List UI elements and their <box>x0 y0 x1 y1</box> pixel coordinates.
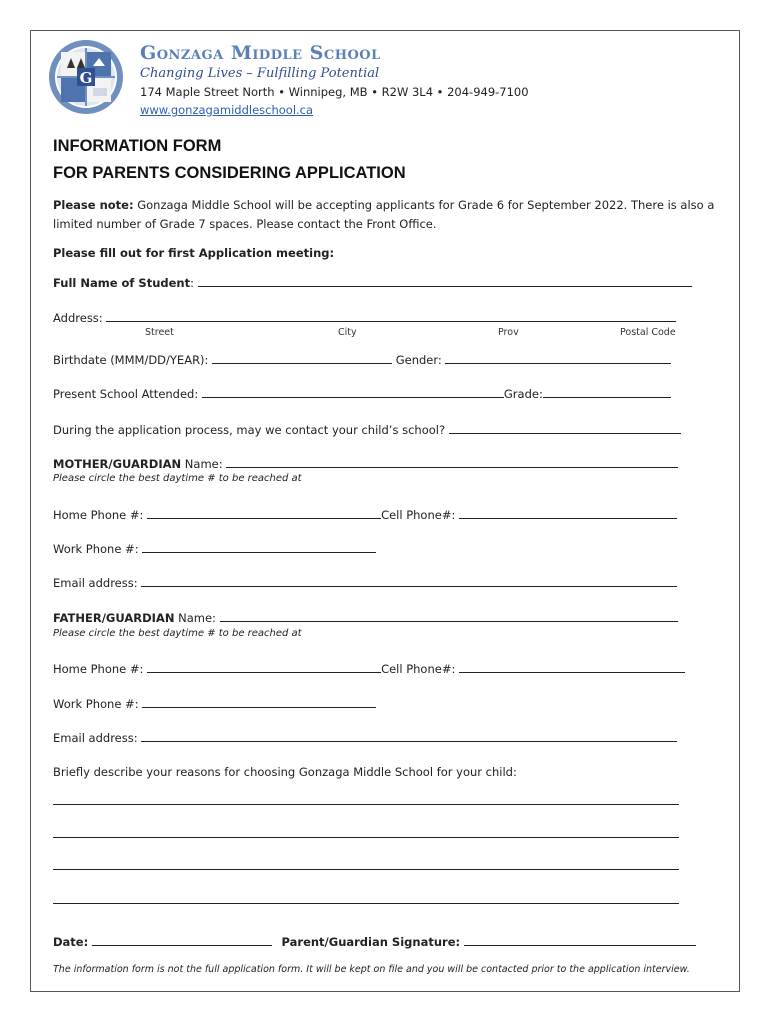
birthdate-label: Birthdate (MMM/DD/YEAR): <box>53 353 209 367</box>
parent-signature-field[interactable] <box>464 933 696 946</box>
address-row <box>53 309 676 325</box>
city-label: City <box>338 327 357 338</box>
school-crest-logo <box>47 38 125 116</box>
birthdate-row <box>53 351 671 367</box>
father-work-phone-label: Work Phone #: <box>53 697 139 711</box>
mother-work-phone-label: Work Phone #: <box>53 542 139 556</box>
mother-phone-row <box>53 506 677 522</box>
contact-school-field[interactable] <box>449 421 681 434</box>
school-website-link[interactable]: www.gonzagamiddleschool.ca <box>140 103 314 117</box>
mother-cell-phone-label: Cell Phone#: <box>381 508 456 522</box>
mother-work-phone-row <box>53 540 376 556</box>
contact-school-row <box>53 421 681 437</box>
street-label: Street <box>145 327 174 338</box>
mother-email-field[interactable] <box>141 574 677 587</box>
address-field[interactable] <box>106 309 676 322</box>
mother-work-phone-field[interactable] <box>142 540 376 553</box>
father-email-row <box>53 729 677 745</box>
mother-name-row <box>53 455 678 471</box>
mother-phone-note: Please circle the best daytime # to be reached at <box>53 473 302 484</box>
mother-name-label: Name: <box>181 457 223 471</box>
prov-label: Prov <box>498 327 519 338</box>
father-phone-row <box>53 660 685 676</box>
date-label: Date: <box>53 935 89 949</box>
contact-school-label: During the application process, may we contact your child’s school? <box>53 423 446 437</box>
father-cell-phone-field[interactable] <box>459 660 685 673</box>
postal-code-label: Postal Code <box>620 327 676 338</box>
father-cell-phone-label: Cell Phone#: <box>381 662 456 676</box>
grade-field[interactable] <box>543 385 671 398</box>
reasons-line-1[interactable] <box>53 804 679 805</box>
address-label: Address: <box>53 311 103 325</box>
gender-field[interactable] <box>445 351 671 364</box>
present-school-row <box>53 385 671 401</box>
mother-name-field[interactable] <box>226 455 678 468</box>
father-email-field[interactable] <box>141 729 677 742</box>
full-name-label: Full Name of Student <box>53 276 191 290</box>
mother-cell-phone-field[interactable] <box>459 506 677 519</box>
father-phone-note: Please circle the best daytime # to be reached at <box>53 628 302 639</box>
father-work-phone-row <box>53 695 376 711</box>
form-title-line2: FOR PARENTS CONSIDERING APPLICATION <box>53 164 406 182</box>
signature-row <box>53 933 696 949</box>
father-name-field[interactable] <box>220 609 678 622</box>
reasons-line-4[interactable] <box>53 903 679 904</box>
school-tagline: Changing Lives – Fulfilling Potential <box>140 66 380 81</box>
intro-note-line2: limited number of Grade 7 spaces. Please contact the Front Office. <box>53 217 437 231</box>
full-name-colon: : <box>190 276 194 290</box>
father-home-phone-field[interactable] <box>147 660 381 673</box>
full-name-field[interactable] <box>198 274 692 287</box>
birthdate-field[interactable] <box>212 351 392 364</box>
parent-signature-label: Parent/Guardian Signature: <box>281 935 461 949</box>
father-work-phone-field[interactable] <box>142 695 376 708</box>
instruction-text: Please fill out for first Application meeting: <box>53 246 335 260</box>
intro-note <box>53 198 714 212</box>
reasons-line-3[interactable] <box>53 869 679 870</box>
mother-email-label: Email address: <box>53 576 138 590</box>
logo-letter: G <box>79 69 93 87</box>
father-guardian-label: FATHER/GUARDIAN <box>53 611 175 625</box>
father-name-label: Name: <box>174 611 216 625</box>
grade-label: Grade: <box>503 387 543 401</box>
date-field[interactable] <box>92 933 272 946</box>
gender-label: Gender: <box>395 353 442 367</box>
form-title-line1: INFORMATION FORM <box>53 137 222 155</box>
mother-guardian-label: MOTHER/GUARDIAN <box>53 457 182 471</box>
full-name-row <box>53 274 692 290</box>
mother-email-row <box>53 574 677 590</box>
father-email-label: Email address: <box>53 731 138 745</box>
school-address: 174 Maple Street North • Winnipeg, MB • R2W 3L4 • 204-949-7100 <box>140 85 529 99</box>
school-name: Gonzaga Middle School <box>140 42 381 64</box>
footer-note: The information form is not the full application form. It will be kept on file and you will be contacted prior to the application interview. <box>53 964 690 975</box>
reasons-line-2[interactable] <box>53 837 679 838</box>
present-school-field[interactable] <box>202 385 504 398</box>
present-school-label: Present School Attended: <box>53 387 199 401</box>
mother-home-phone-label: Home Phone #: <box>53 508 144 522</box>
note-text: Gonzaga Middle School will be accepting applicants for Grade 6 for September 2022. There is also a <box>133 198 715 212</box>
note-label: Please note: <box>53 198 134 212</box>
mother-home-phone-field[interactable] <box>147 506 381 519</box>
reasons-prompt: Briefly describe your reasons for choosing Gonzaga Middle School for your child: <box>53 765 517 779</box>
father-name-row <box>53 609 678 625</box>
father-home-phone-label: Home Phone #: <box>53 662 144 676</box>
